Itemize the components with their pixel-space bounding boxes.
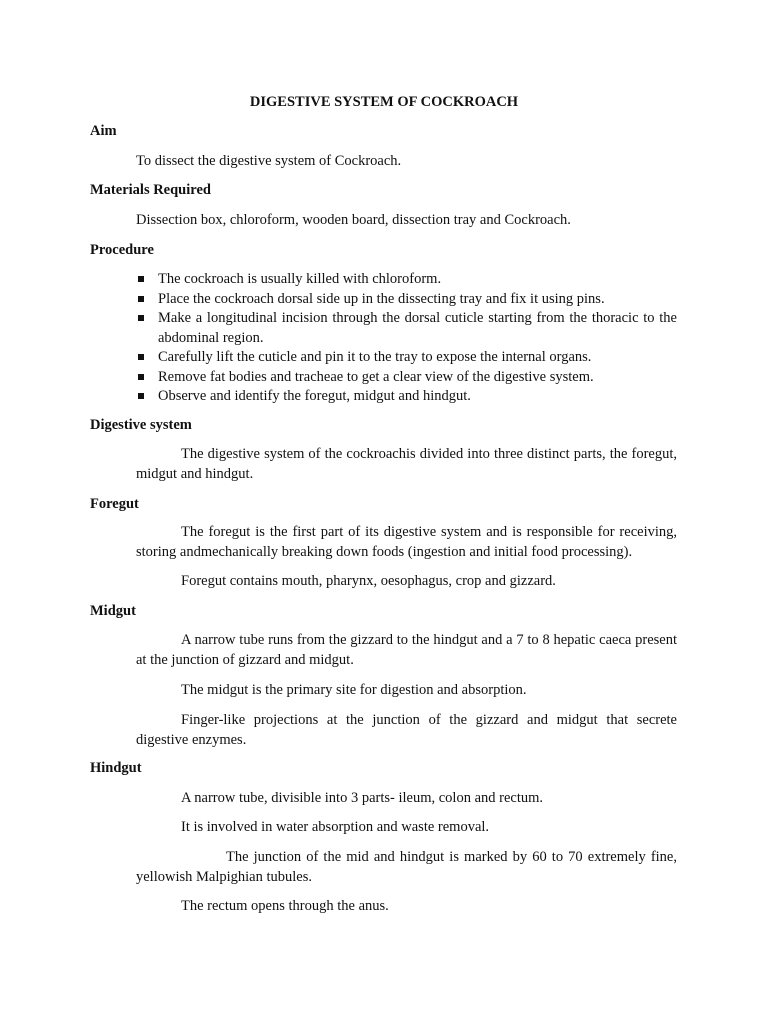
procedure-step xyxy=(136,290,677,310)
foregut-paragraph: Foregut contains mouth, pharynx, oesophagus, crop and gizzard. xyxy=(181,573,556,589)
hindgut-paragraph: It is involved in water absorption and waste removal. xyxy=(181,819,490,835)
procedure-step xyxy=(136,348,677,368)
hindgut-paragraph: The rectum opens through the anus. xyxy=(181,898,389,914)
procedure-step xyxy=(136,270,677,290)
heading-midgut: Midgut xyxy=(90,603,136,619)
procedure-step-text: Carefully lift the cuticle and pin it to the tray to expose the internal organs. xyxy=(158,349,592,365)
heading-foregut: Foregut xyxy=(90,496,139,512)
procedure-step-text: Place the cockroach dorsal side up in the dissecting tray and fix it using pins. xyxy=(158,290,605,307)
bullet-square-icon xyxy=(138,315,144,321)
hindgut-paragraph: The junction of the mid and hindgut is marked by 60 to 70 extremely fine, yellowish Malpighian tubules. xyxy=(136,849,677,885)
bullet-square-icon xyxy=(138,393,144,399)
procedure-step xyxy=(136,309,677,348)
bullet-square-icon xyxy=(138,354,144,360)
heading-materials: Materials Required xyxy=(90,182,211,198)
heading-hindgut: Hindgut xyxy=(90,760,142,776)
procedure-step-text: The cockroach is usually killed with chloroform. xyxy=(158,271,442,287)
aim-text: To dissect the digestive system of Cockroach. xyxy=(136,153,402,169)
midgut-paragraph: A narrow tube runs from the gizzard to the hindgut and a 7 to 8 hepatic caeca present at the junction of gizzard and midgut. xyxy=(136,632,677,668)
digestive-system-text: The digestive system of the cockroachis divided into three distinct parts, the foregut, midgut and hindgut. xyxy=(136,446,677,482)
heading-procedure: Procedure xyxy=(90,242,154,258)
document-title: DIGESTIVE SYSTEM OF COCKROACH xyxy=(249,94,519,110)
materials-text: Dissection box, chloroform, wooden board, dissection tray and Cockroach. xyxy=(136,212,571,228)
heading-aim: Aim xyxy=(90,123,117,139)
procedure-step xyxy=(136,387,677,407)
foregut-paragraph: The foregut is the first part of its digestive system and is responsible for receiving, storing andmechanically breaking down foods (ingestion and initial food processing). xyxy=(136,524,677,560)
bullet-square-icon xyxy=(138,296,144,302)
procedure-list xyxy=(136,270,677,407)
procedure-step-text: Make a longitudinal incision through the dorsal cuticle starting from the thoracic to the abdominal region. xyxy=(158,310,677,346)
bullet-square-icon xyxy=(138,374,144,380)
heading-digestive-system: Digestive system xyxy=(90,417,192,433)
procedure-step-text: Remove fat bodies and tracheae to get a clear view of the digestive system. xyxy=(158,368,594,385)
procedure-step xyxy=(136,368,677,388)
midgut-paragraph: Finger-like projections at the junction of the gizzard and midgut that secrete digestive enzymes. xyxy=(136,712,677,748)
hindgut-paragraph: A narrow tube, divisible into 3 parts- ileum, colon and rectum. xyxy=(181,790,544,806)
midgut-paragraph: The midgut is the primary site for digestion and absorption. xyxy=(181,682,527,698)
procedure-step-text: Observe and identify the foregut, midgut and hindgut. xyxy=(158,388,471,404)
bullet-square-icon xyxy=(138,276,144,282)
